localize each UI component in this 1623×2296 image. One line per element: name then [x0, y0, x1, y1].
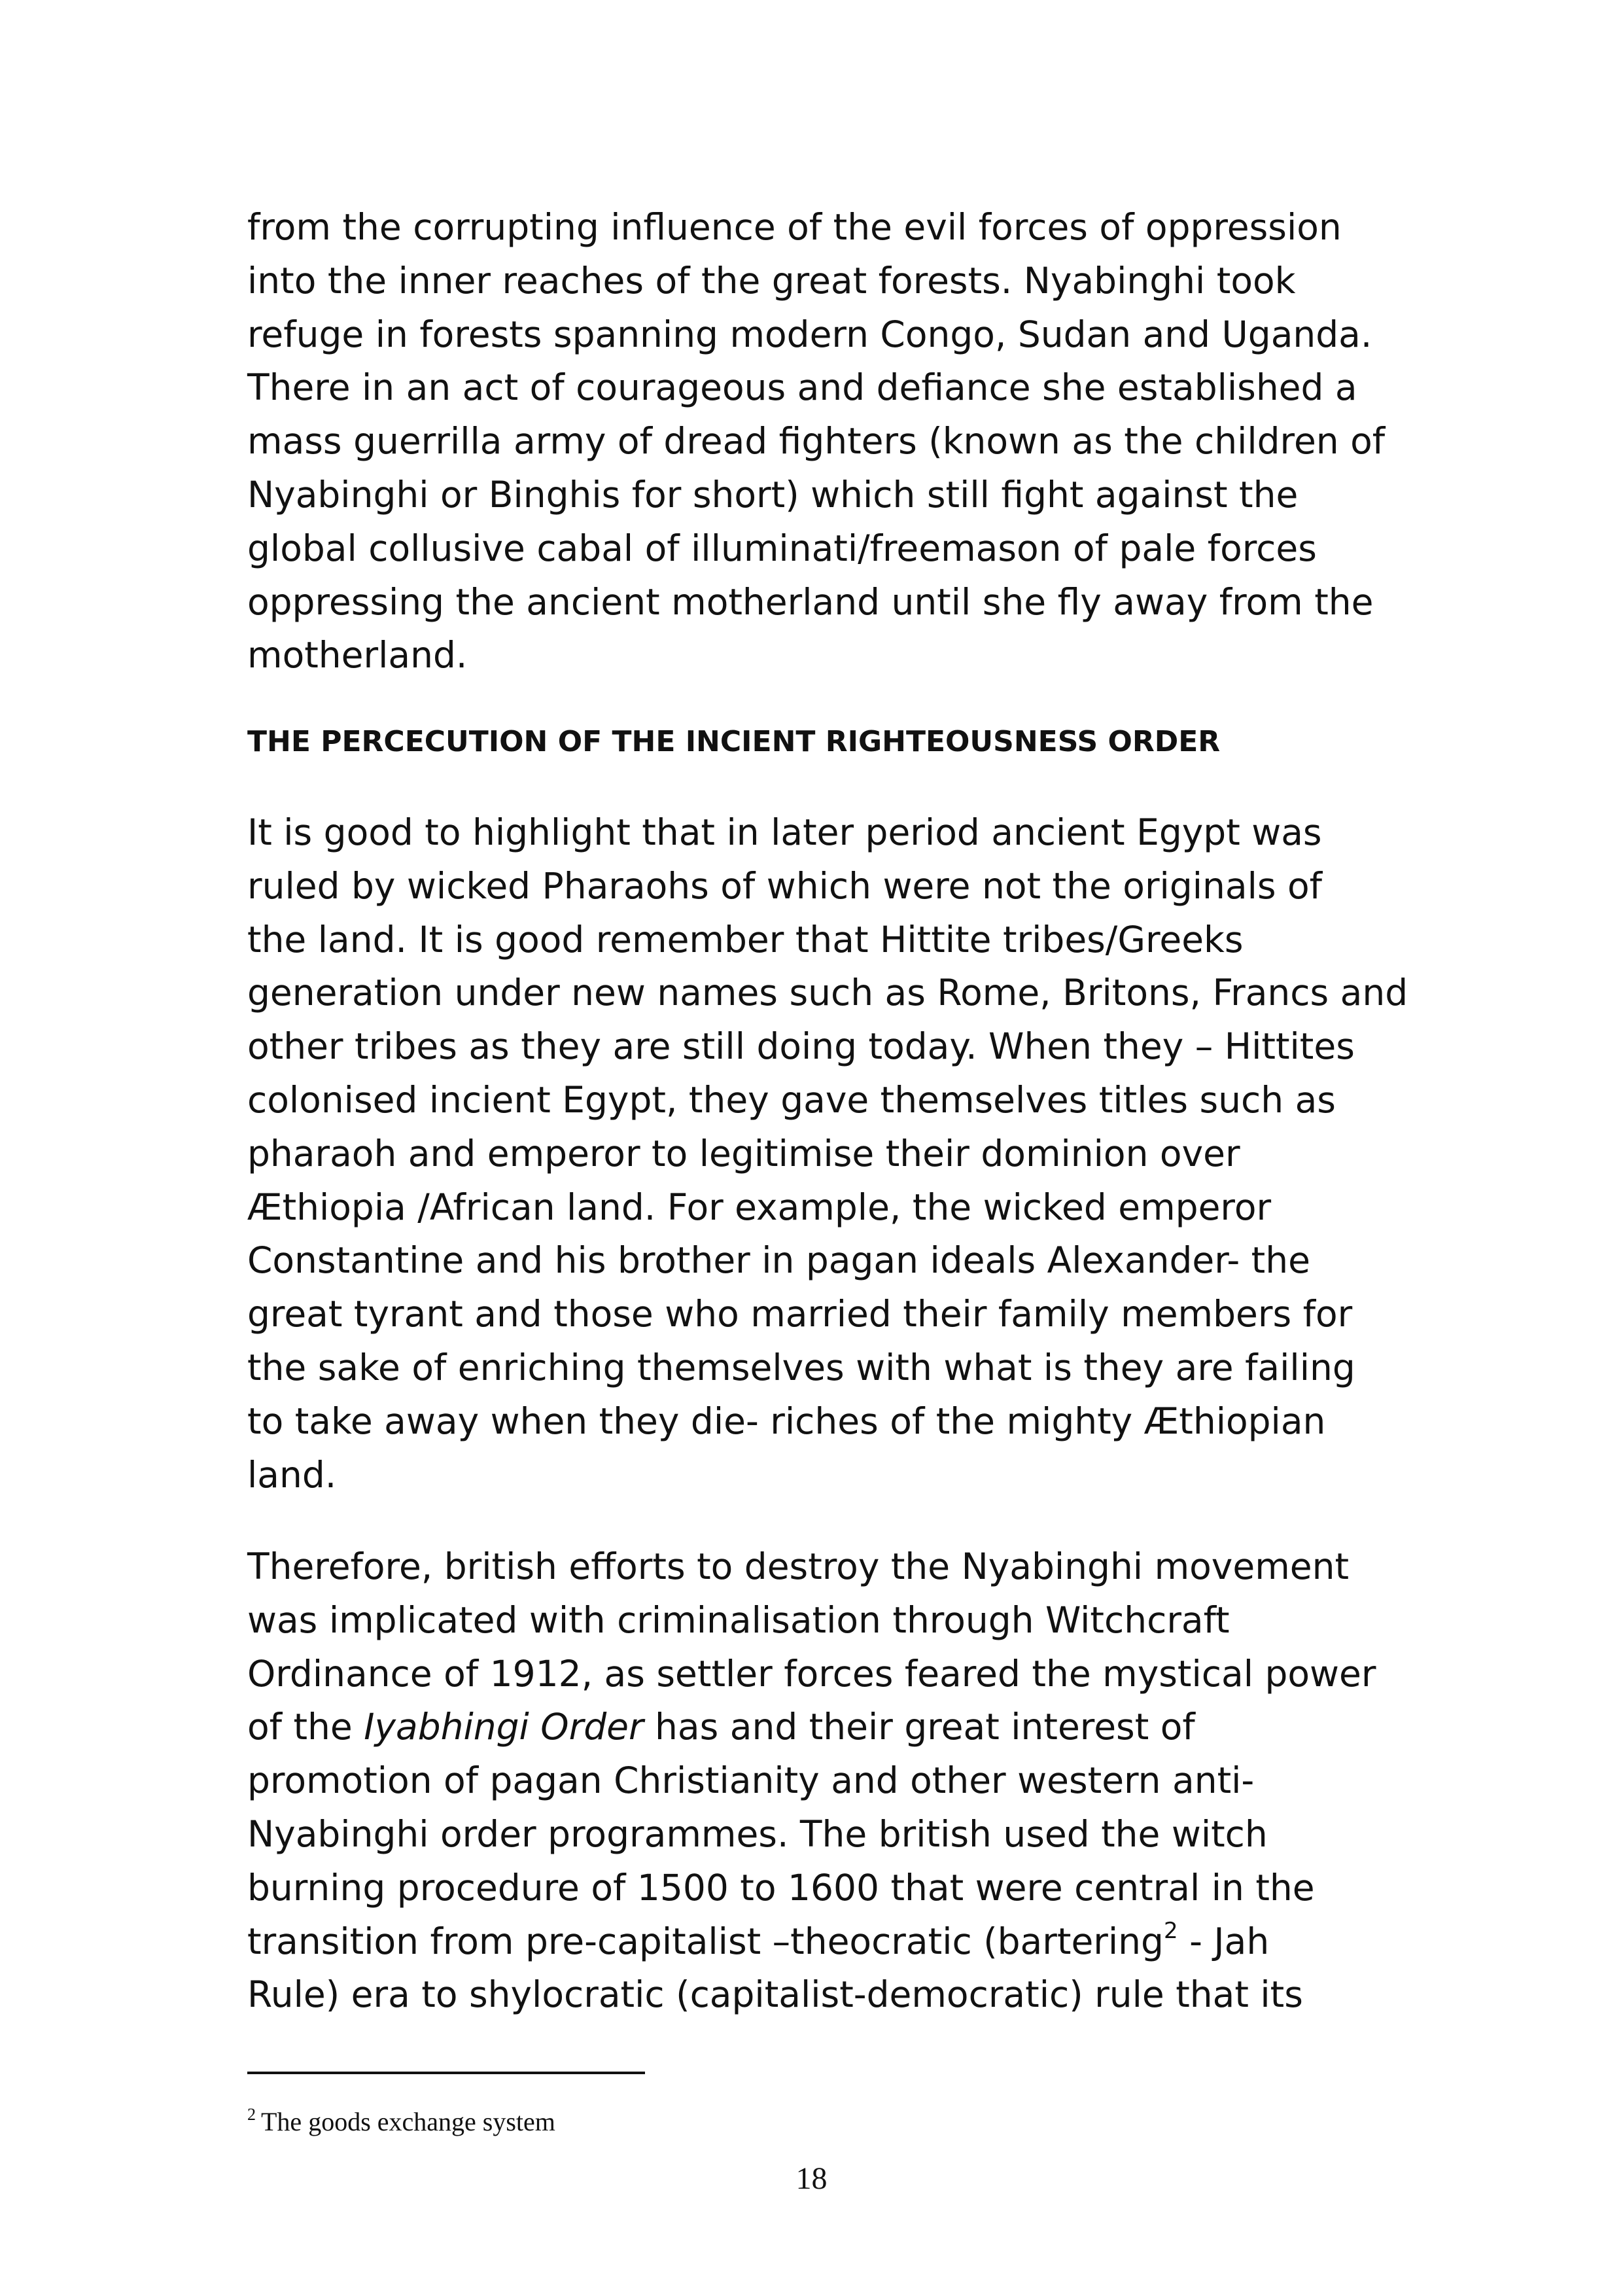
paragraph-line: oppressing the ancient motherland until she fly away from the — [247, 580, 1374, 623]
paragraph-line: Æthiopia /African land. For example, the wicked emperor — [247, 1186, 1272, 1228]
paragraph-line — [247, 1915, 1392, 1969]
paragraph-line: the land. It is good remember that Hittite tribes/Greeks — [247, 918, 1244, 961]
footnote-text: The goods exchange system — [261, 2107, 555, 2136]
paragraph-line: It is good to highlight that in later period ancient Egypt was — [247, 811, 1322, 853]
line-text: transition from pre-capitalist –theocratic (bartering — [247, 1920, 1164, 1962]
paragraph-line: land. — [247, 1453, 337, 1496]
paragraph-line: was implicated with criminalisation through Witchcraft — [247, 1598, 1230, 1641]
paragraph-line: Nyabinghi or Binghis for short) which still fight against the — [247, 473, 1299, 516]
paragraph-line: to take away when they die- riches of the mighty Æthiopian — [247, 1400, 1326, 1442]
paragraph-3 — [247, 1540, 1392, 2022]
paragraph-line: generation under new names such as Rome, Britons, Francs and — [247, 972, 1408, 1014]
paragraph-line — [247, 1701, 1392, 1754]
page-number: 18 — [795, 2161, 828, 2196]
paragraph-line: burning procedure of 1500 to 1600 that were central in the — [247, 1866, 1315, 1909]
paragraph-line: There in an act of courageous and defiance she established a — [247, 366, 1357, 409]
paragraph-line: other tribes as they are still doing today. When they – Hittites — [247, 1025, 1355, 1068]
paragraph-line: ruled by wicked Pharaohs of which were not the originals of — [247, 864, 1323, 907]
section-heading: THE PERCECUTION OF THE INCIENT RIGHTEOUSNESS ORDER — [247, 725, 1221, 758]
line-text: - Jah — [1178, 1920, 1270, 1962]
footnote — [247, 2106, 555, 2138]
paragraph-1 — [247, 201, 1392, 682]
paragraph-line: Therefore, british efforts to destroy the Nyabinghi movement — [247, 1545, 1350, 1587]
paragraph-line: Ordinance of 1912, as settler forces feared the mystical power — [247, 1652, 1376, 1695]
paragraph-line: colonised incient Egypt, they gave themselves titles such as — [247, 1078, 1336, 1121]
paragraph-line: promotion of pagan Christianity and other western anti- — [247, 1759, 1255, 1802]
paragraph-line: global collusive cabal of illuminati/freemason of pale forces — [247, 527, 1317, 569]
paragraph-line: into the inner reaches of the great forests. Nyabinghi took — [247, 259, 1296, 302]
paragraph-line: great tyrant and those who married their family members for — [247, 1293, 1353, 1335]
italic-term: Iyabhingi Order — [364, 1706, 644, 1748]
line-text: of the — [247, 1706, 364, 1748]
paragraph-line: mass guerrilla army of dread fighters (known as the children of — [247, 420, 1386, 463]
footnote-divider — [247, 2072, 645, 2074]
footnote-reference: 2 — [1163, 1917, 1178, 1944]
paragraph-line: refuge in forests spanning modern Congo, Sudan and Uganda. — [247, 313, 1372, 355]
paragraph-line: Rule) era to shylocratic (capitalist-democratic) rule that its — [247, 1973, 1303, 2016]
paragraph-2 — [247, 806, 1408, 1502]
paragraph-line: Constantine and his brother in pagan ideals Alexander- the — [247, 1239, 1310, 1282]
paragraph-line: the sake of enriching themselves with what is they are failing — [247, 1346, 1355, 1388]
paragraph-line: Nyabinghi order programmes. The british used the witch — [247, 1812, 1268, 1855]
paragraph-line: from the corrupting influence of the evil forces of oppression — [247, 206, 1342, 248]
paragraph-line: pharaoh and emperor to legitimise their dominion over — [247, 1132, 1240, 1174]
line-text: has and their great interest of — [643, 1706, 1195, 1748]
footnote-mark: 2 — [247, 2105, 256, 2124]
paragraph-line: motherland. — [247, 634, 468, 677]
